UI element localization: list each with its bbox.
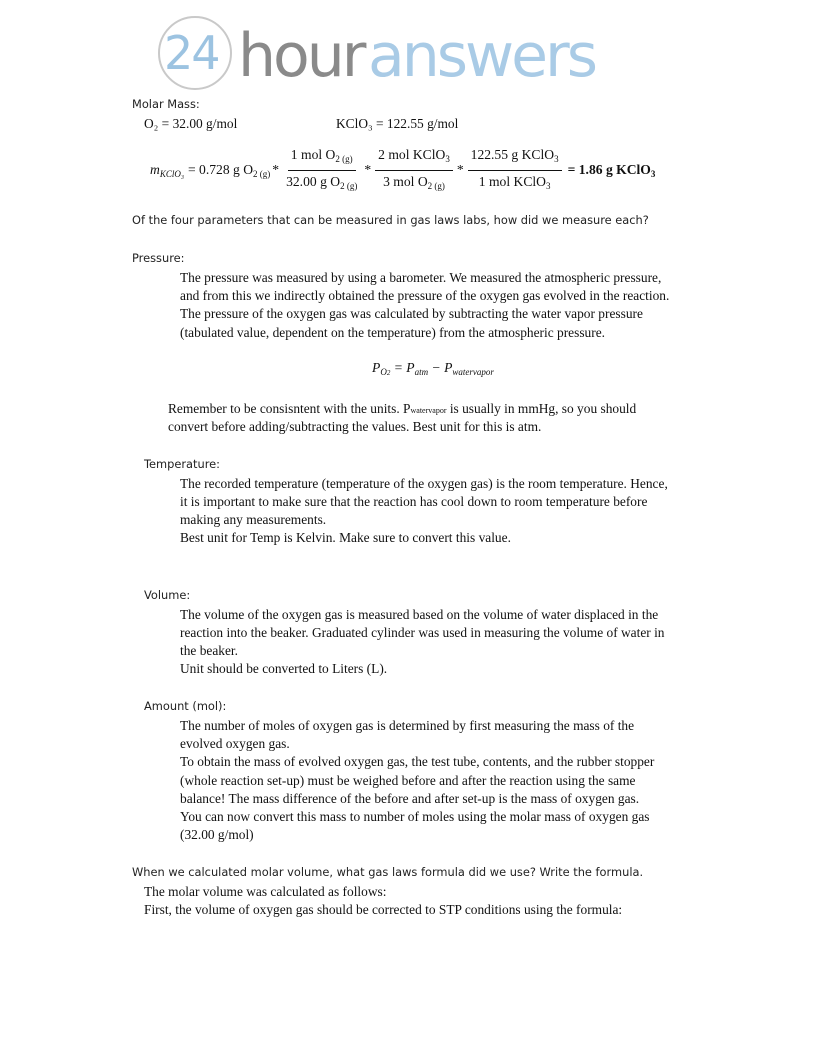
pressure-heading: Pressure:	[132, 251, 185, 265]
amount-line: You can now convert this mass to number of moles using the molar mass of oxygen gas	[180, 809, 650, 824]
temperature-line: it is important to make sure that the reaction has cool down to room temperature before	[180, 494, 648, 509]
question-four-parameters: Of the four parameters that can be measured in gas laws labs, how did we measure each?	[132, 213, 649, 227]
units-note-line2: convert before adding/subtracting the values. Best unit for this is atm.	[168, 419, 542, 434]
amount-heading: Amount (mol):	[144, 699, 227, 713]
given-mass: = 0.728 g $O_{2 (g)}$	[187, 161, 271, 179]
volume-line: reaction into the beaker. Graduated cylinder was used in measuring the volume of water in	[180, 625, 665, 640]
temperature-heading: Temperature:	[144, 457, 220, 471]
amount-line: The number of moles of oxygen gas is determined by first measuring the mass of the	[180, 718, 635, 733]
molar-volume-line: The molar volume was calculated as follows:	[144, 884, 387, 899]
volume-line: The volume of the oxygen gas is measured based on the volume of water displaced in the	[180, 607, 659, 622]
volume-line: Unit should be converted to Liters (L).	[180, 661, 388, 676]
mass-variable: $m_{KClO_3}$	[150, 161, 184, 179]
temperature-line: Best unit for Temp is Kelvin. Make sure to convert this value.	[180, 530, 511, 545]
pressure-line: (tabulated value, dependent on the temperature) from the atmospheric pressure.	[180, 325, 605, 340]
amount-line: (32.00 g/mol)	[180, 827, 254, 842]
units-note-line1: Remember to be consisntent with the units. Pwatervapor is usually in mmHg, so you should	[168, 401, 637, 416]
molar-volume-line: First, the volume of oxygen gas should be corrected to STP conditions using the formula:	[144, 902, 623, 917]
site-logo	[156, 14, 626, 94]
amount-line: (whole reaction set-up) must be weighed before and after the reaction using the same	[180, 773, 636, 788]
temperature-line: making any measurements.	[180, 512, 327, 527]
molar-mass-heading: Molar Mass:	[132, 97, 200, 111]
logo-word-hour: hour	[238, 21, 364, 91]
fraction-mole-ratio: $\frac{2 mol KClO_3}{3 mol O_{2 (g)}}$	[375, 146, 453, 195]
fraction-o2-mol-per-g: $\frac{1 mol O_{2 (g)}}{32.00 g O_{2 (g)}}$	[286, 146, 358, 191]
volume-heading: Volume:	[144, 588, 191, 602]
amount-line: balance! The mass difference of the before and after set-up is the mass of oxygen gas.	[180, 791, 640, 806]
multiply-sign: *	[456, 162, 464, 177]
pressure-line: The pressure was measured by using a barometer. We measured the atmospheric pressure,	[180, 270, 662, 285]
logo-word-answers: answers	[368, 21, 595, 91]
question-molar-volume: When we calculated molar volume, what gas laws formula did we use? Write the formula.	[132, 865, 644, 879]
fraction-kclo3-g-per-mol: $\frac{122.55 g KClO_3}{1 mol KClO_3}$	[468, 146, 562, 195]
pressure-line: and from this we indirectly obtained the pressure of the oxygen gas evolved in the reaction.	[180, 288, 670, 303]
logo-number: 24	[164, 26, 219, 80]
mass-calculation-equation	[150, 148, 655, 192]
kclo3-molar-mass: KClO₃ = 122.55 g/mol	[336, 116, 459, 131]
o2-molar-mass: O₂ = 32.00 g/mol	[144, 116, 238, 131]
volume-line: the beaker.	[180, 643, 238, 658]
multiply-sign: *	[364, 162, 372, 177]
temperature-line: The recorded temperature (temperature of the oxygen gas) is the room temperature. Hence,	[180, 476, 668, 491]
amount-line: To obtain the mass of evolved oxygen gas, the test tube, contents, and the rubber stopper	[180, 754, 655, 769]
pressure-line: The pressure of the oxygen gas was calculated by subtracting the water vapor pressure	[180, 306, 643, 321]
pressure-equation: $P_{O2} = P_{atm} - P_{watervapor}$	[372, 360, 494, 377]
multiply-sign: *	[272, 162, 280, 177]
mass-result: = 1.86 g KClO$_3$	[567, 161, 656, 179]
amount-line: evolved oxygen gas.	[180, 736, 290, 751]
